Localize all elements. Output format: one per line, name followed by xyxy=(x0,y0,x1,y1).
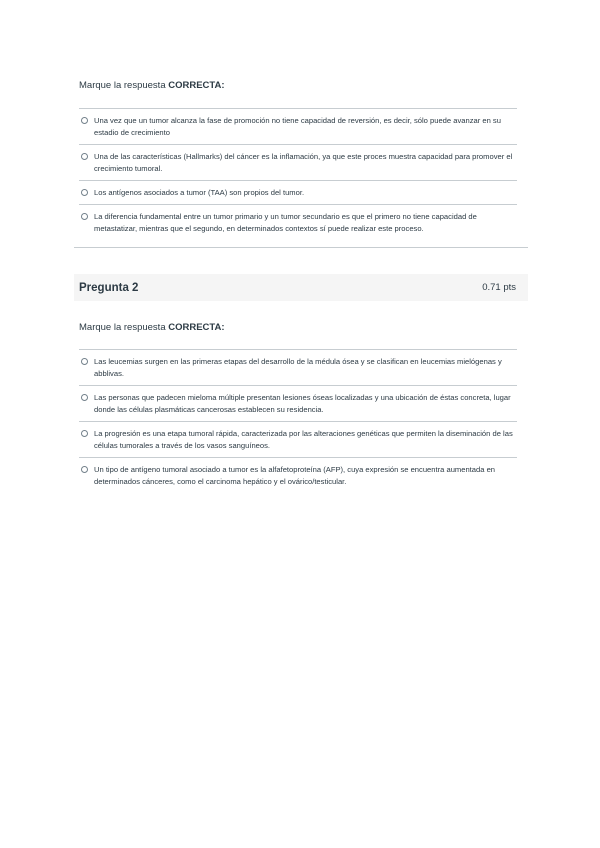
answer-label: Las leucemias surgen en las primeras etapas del desarrollo de la médula ósea y se clasifican en leucemias mielógenas y abblivas. xyxy=(94,357,502,378)
answer-label: Un tipo de antígeno tumoral asociado a tumor es la alfafetoproteína (AFP), cuya expresión se encuentra aumentada en determinados cánceres, como el carcinoma hepático y el ovárico/testicular. xyxy=(94,465,496,486)
question-divider xyxy=(74,247,528,248)
answer-label: La diferencia fundamental entre un tumor primario y un tumor secundario es que el primero no tiene capacidad de metastatizar, mientras que el segundo, en determinados contextos sí puede realizar este proceso. xyxy=(94,212,477,233)
answer-option[interactable] xyxy=(79,144,517,180)
answer-label: Los antígenos asociados a tumor (TAA) son propios del tumor. xyxy=(94,188,305,197)
prompt-text: Marque la respuesta xyxy=(79,322,169,333)
prompt-text: Marque la respuesta xyxy=(79,80,169,91)
question-2-answers xyxy=(79,349,517,493)
answer-option[interactable] xyxy=(79,457,517,493)
prompt-emphasis: CORRECTA: xyxy=(168,322,225,333)
answer-option[interactable] xyxy=(79,204,517,240)
answer-option[interactable] xyxy=(79,385,517,421)
answer-option[interactable] xyxy=(79,421,517,457)
radio-button[interactable] xyxy=(81,153,88,160)
radio-button[interactable] xyxy=(81,358,88,365)
answer-label: Las personas que padecen mieloma múltiple presentan lesiones óseas localizadas y una ubicación de éstas concreta, lugar donde las células plasmáticas cancerosas establecen su residencia. xyxy=(94,393,511,414)
question-1-answers xyxy=(79,108,517,240)
prompt-emphasis: CORRECTA: xyxy=(168,80,225,91)
answer-option[interactable] xyxy=(79,349,517,385)
answer-label: Una de las características (Hallmarks) del cáncer es la inflamación, ya que este proces muestra capacidad para promover el crecimiento tumoral. xyxy=(94,152,513,173)
radio-button[interactable] xyxy=(81,117,88,124)
question-points: 0.71 pts xyxy=(482,282,516,293)
question-1-prompt xyxy=(79,80,225,91)
radio-button[interactable] xyxy=(81,430,88,437)
radio-button[interactable] xyxy=(81,189,88,196)
answer-label: La progresión es una etapa tumoral rápida, caracterizada por las alteraciones genéticas que permiten la diseminación de las células tumorales a través de los vasos sanguíneos. xyxy=(94,429,513,450)
radio-button[interactable] xyxy=(81,213,88,220)
question-2-prompt xyxy=(79,322,225,333)
question-title: Pregunta 2 xyxy=(79,281,139,294)
answer-option[interactable] xyxy=(79,108,517,144)
answer-option[interactable] xyxy=(79,180,517,204)
radio-button[interactable] xyxy=(81,394,88,401)
question-2-header xyxy=(74,274,528,301)
answer-label: Una vez que un tumor alcanza la fase de promoción no tiene capacidad de reversión, es decir, sólo puede avanzar en su estadio de crecimiento xyxy=(94,116,501,137)
radio-button[interactable] xyxy=(81,466,88,473)
